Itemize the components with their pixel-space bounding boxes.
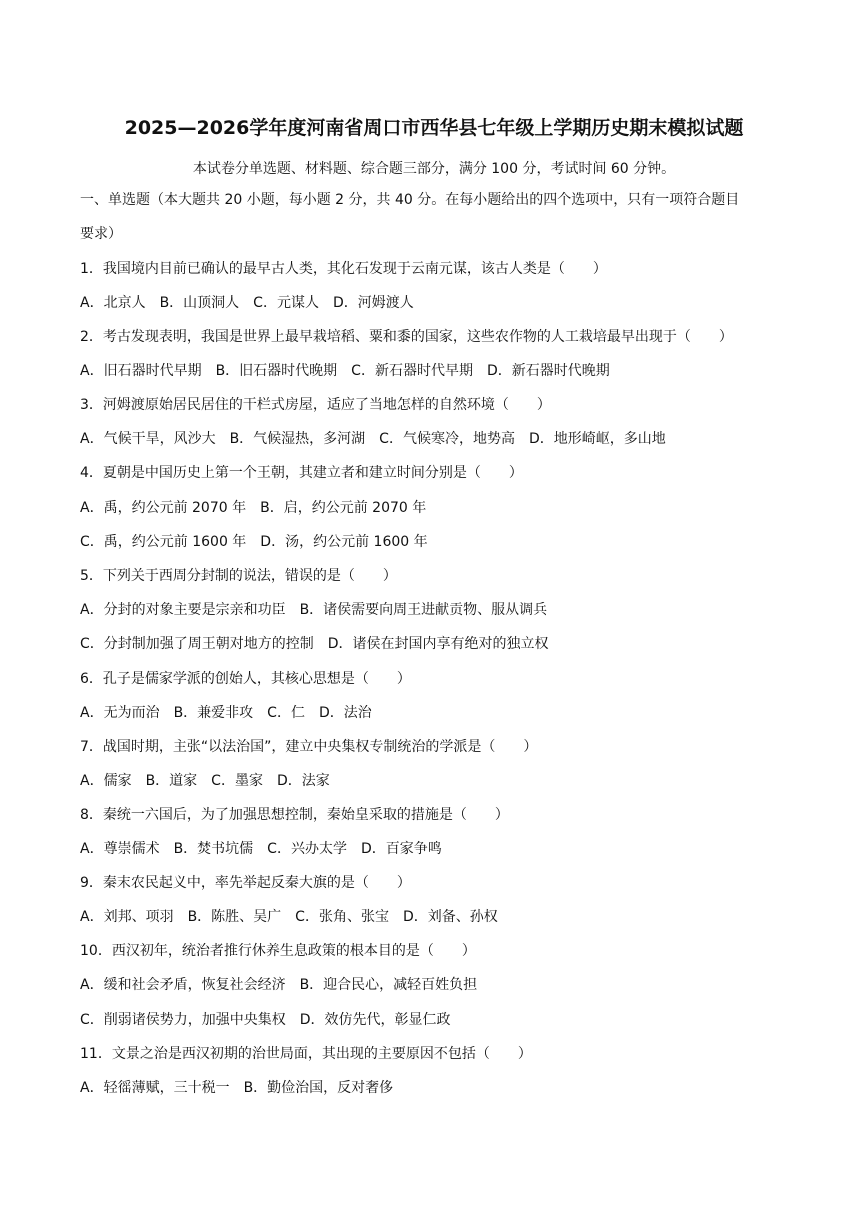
- question-4: 4．夏朝是中国历史上第一个王朝，其建立者和建立时间分别是（ ）: [80, 465, 523, 481]
- question-5-options: A．分封的对象主要是宗亲和功臣 B．诸侯需要向周王进献贡物、服从调兵: [80, 602, 548, 618]
- question-1: 1．我国境内目前已确认的最早古人类，其化石发现于云南元谋，该古人类是（ ）: [80, 261, 607, 277]
- question-11: 11．文景之治是西汉初期的治世局面，其出现的主要原因不包括（ ）: [80, 1046, 532, 1062]
- question-1-options: A．北京人 B．山顶洞人 C．元谋人 D．河姆渡人: [80, 295, 414, 311]
- question-7: 7．战国时期，主张“以法治国”，建立中央集权专制统治的学派是（ ）: [80, 739, 538, 755]
- question-10-options: C．削弱诸侯势力，加强中央集权 D．效仿先代，彰显仁政: [80, 1012, 451, 1028]
- question-4-options: C．禹，约公元前 1600 年 D．汤，约公元前 1600 年: [80, 534, 428, 550]
- question-8-options: A．尊崇儒术 B．焚书坑儒 C．兴办太学 D．百家争鸣: [80, 841, 442, 857]
- question-5: 5．下列关于西周分封制的说法，错误的是（ ）: [80, 568, 397, 584]
- question-11-options: A．轻徭薄赋，三十税一 B．勤俭治国，反对奢侈: [80, 1080, 394, 1096]
- question-6-options: A．无为而治 B．兼爱非攻 C．仁 D．法治: [80, 705, 372, 721]
- question-9-options: A．刘邦、项羽 B．陈胜、吴广 C．张角、张宝 D．刘备、孙权: [80, 909, 498, 925]
- question-3-options: A．气候干旱，风沙大 B．气候湿热，多河湖 C．气候寒冷，地势高 D．地形崎岖，多山地: [80, 431, 666, 447]
- question-10-options: A．缓和社会矛盾，恢复社会经济 B．迎合民心，减轻百姓负担: [80, 977, 478, 993]
- exam-title: 2025—2026学年度河南省周口市西华县七年级上学期历史期末模拟试题: [124, 117, 744, 139]
- exam-instructions: 本试卷分单选题、材料题、综合题三部分，满分 100 分，考试时间 60 分钟。: [192, 161, 676, 177]
- question-2: 2．考古发现表明，我国是世界上最早栽培稻、粟和黍的国家，这些农作物的人工栽培最早出现于（ ）: [80, 329, 733, 345]
- question-8: 8．秦统一六国后，为了加强思想控制，秦始皇采取的措施是（ ）: [80, 807, 509, 823]
- question-4-options: A．禹，约公元前 2070 年 B．启，约公元前 2070 年: [80, 500, 427, 516]
- question-3: 3．河姆渡原始居民居住的干栏式房屋，适应了当地怎样的自然环境（ ）: [80, 397, 551, 413]
- question-7-options: A．儒家 B．道家 C．墨家 D．法家: [80, 773, 330, 789]
- question-2-options: A．旧石器时代早期 B．旧石器时代晚期 C．新石器时代早期 D．新石器时代晚期: [80, 363, 610, 379]
- question-10: 10．西汉初年，统治者推行休养生息政策的根本目的是（ ）: [80, 943, 476, 959]
- section-heading: 一、单选题（本大题共 20 小题，每小题 2 分，共 40 分。在每小题给出的四个选项中，只有一项符合题目: [80, 192, 740, 208]
- question-5-options: C．分封制加强了周王朝对地方的控制 D．诸侯在封国内享有绝对的独立权: [80, 636, 549, 652]
- question-9: 9．秦末农民起义中，率先举起反秦大旗的是（ ）: [80, 875, 411, 891]
- section-heading-continued: 要求）: [80, 226, 122, 242]
- question-6: 6．孔子是儒家学派的创始人，其核心思想是（ ）: [80, 671, 411, 687]
